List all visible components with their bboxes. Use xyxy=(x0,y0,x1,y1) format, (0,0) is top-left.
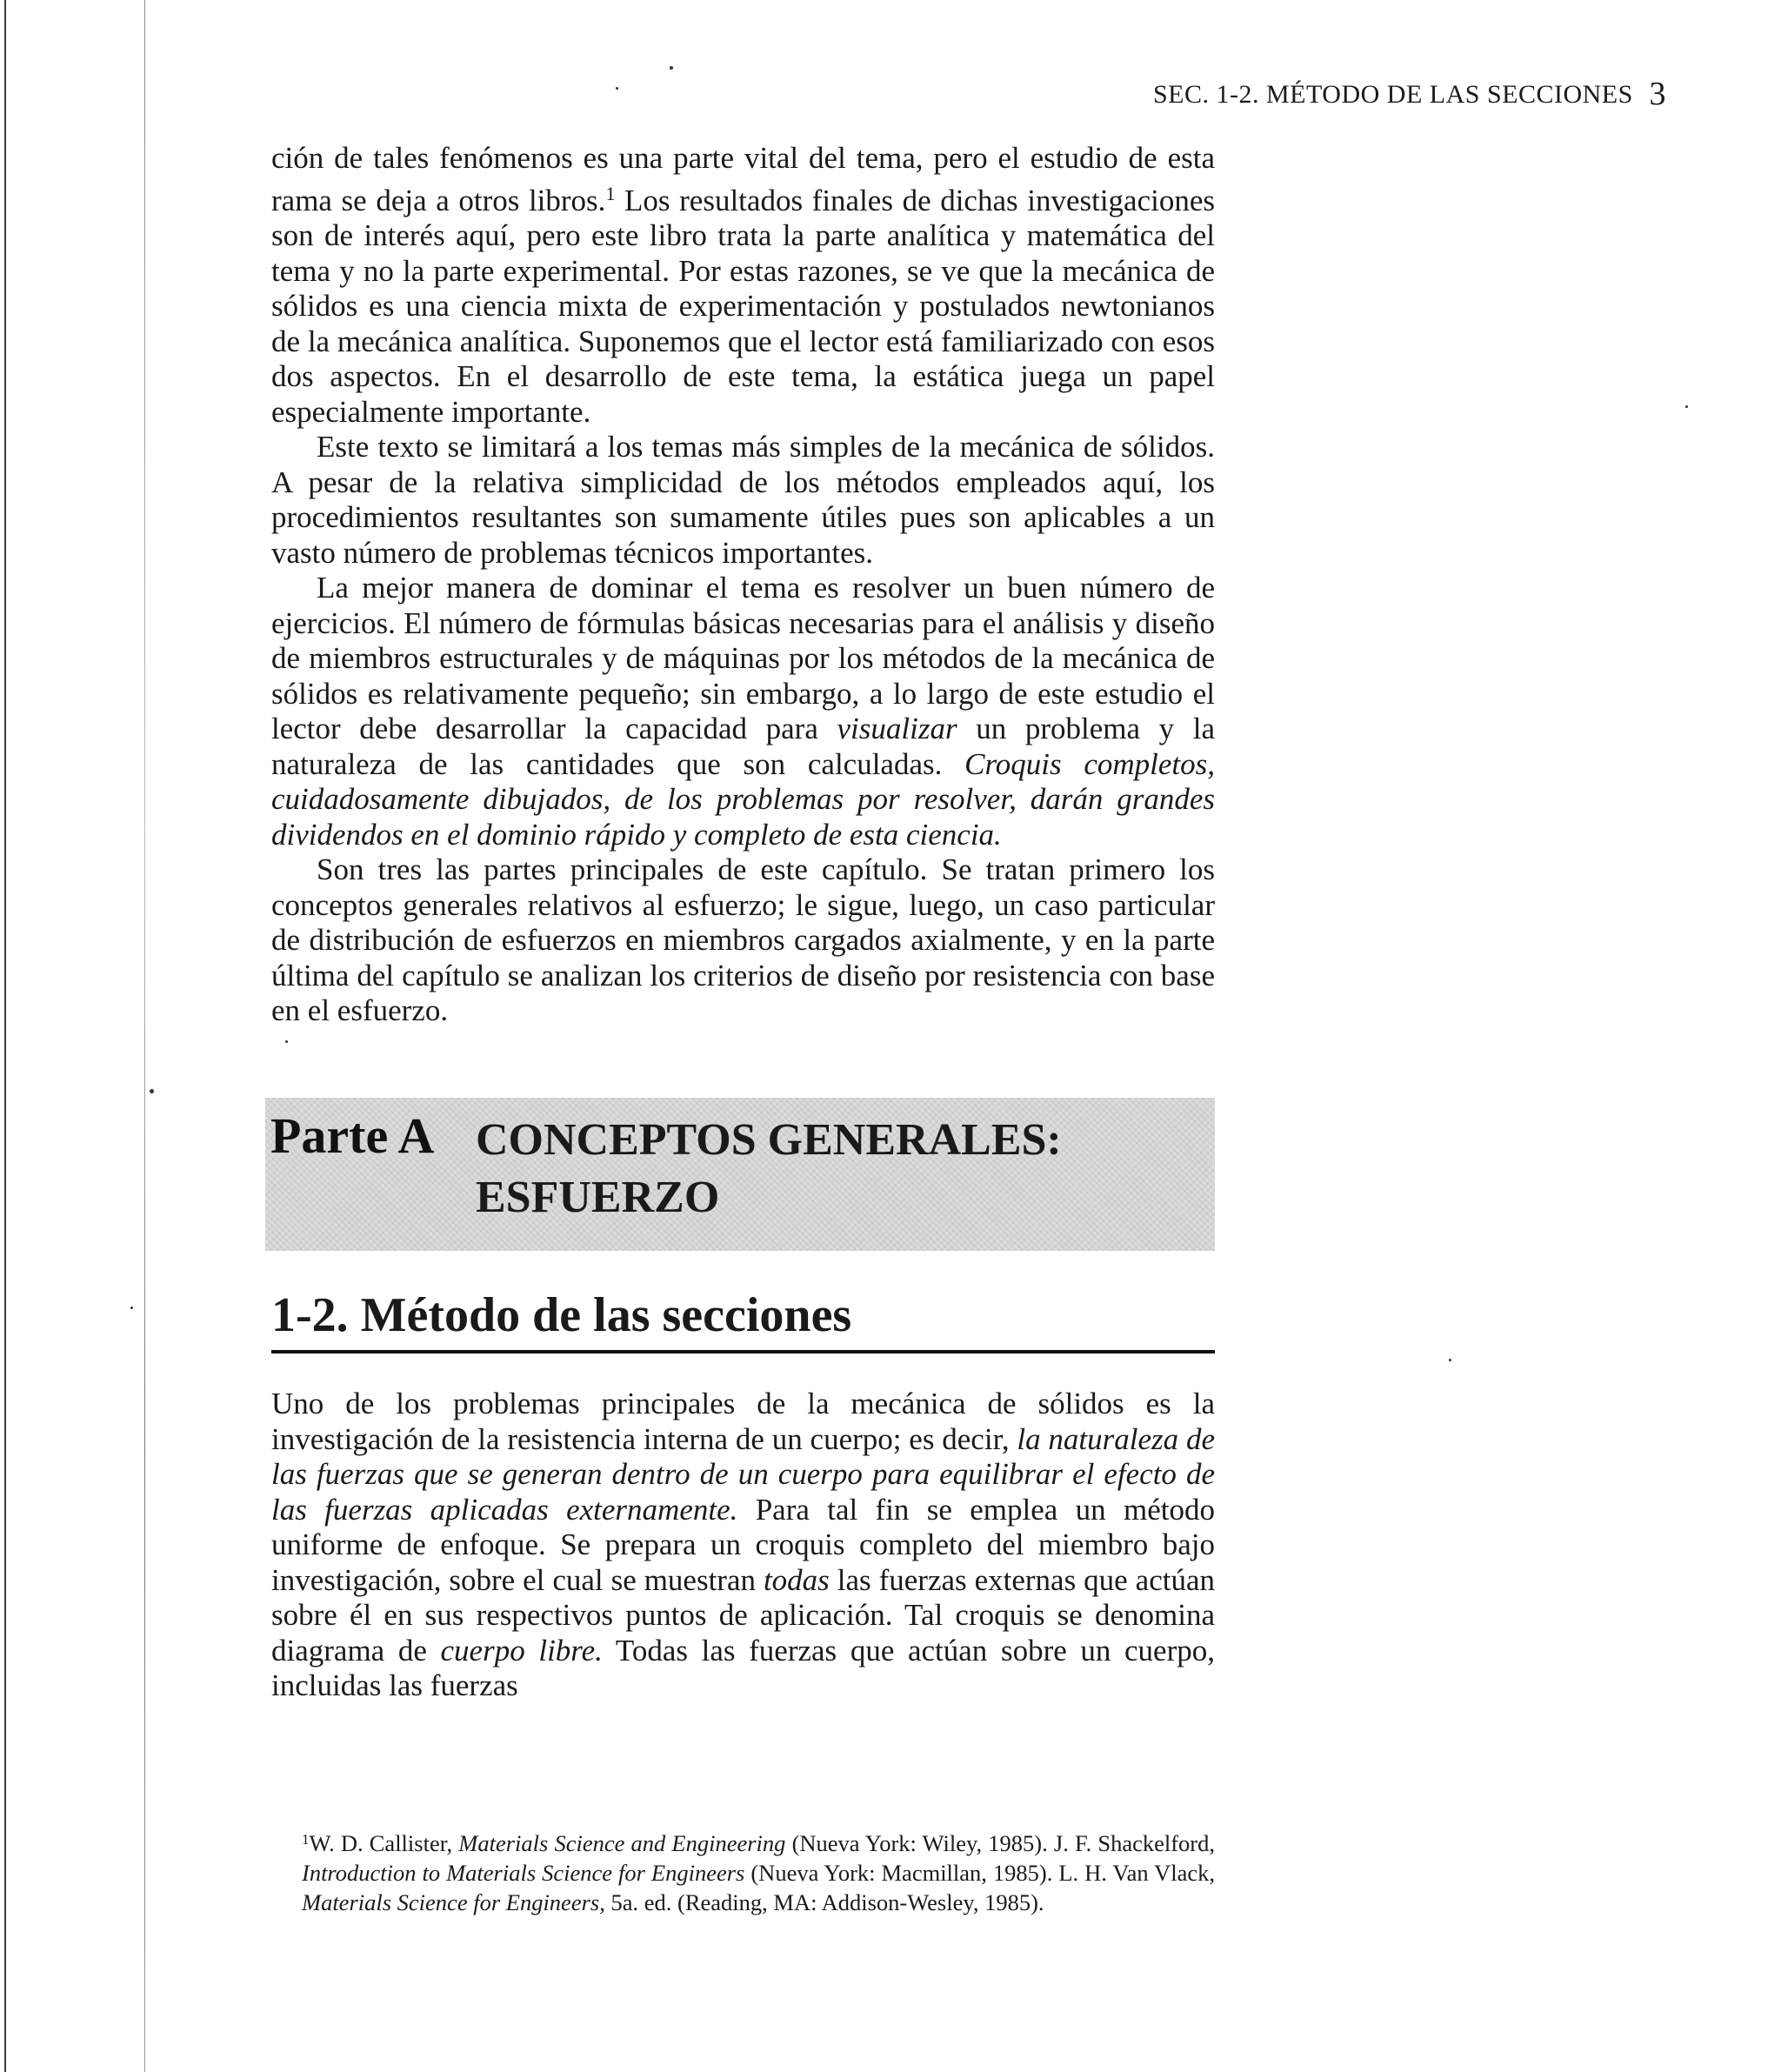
scan-speck xyxy=(1685,405,1688,408)
running-head xyxy=(1153,75,1666,113)
section-text xyxy=(271,1387,1215,1704)
footnote xyxy=(302,1825,1215,1917)
intro-text xyxy=(271,141,1215,1029)
paragraph: Uno de los problemas principales de la mecánica de sólidos es la investigación de la resistencia interna de un cuerpo; es decir, la naturaleza de las fuerzas que se generan dentro de un cuerpo para equilibrar el efecto de las fuerzas aplicadas externamente. Para tal fin se emplea un método uniforme de enfoque. Se prepara un croquis completo del miembro bajo investigación, sobre el cual se muestran todas las fuerzas externas que actúan sobre él en sus respectivos puntos de aplicación. Tal croquis se denomina diagrama de cuerpo libre. Todas las fuerzas que actúan sobre un cuerpo, incluidas las fuerzas xyxy=(271,1387,1216,1702)
part-banner xyxy=(265,1098,1215,1251)
part-title xyxy=(476,1112,1171,1226)
section-rule xyxy=(271,1350,1215,1353)
footnote-mark: 1 xyxy=(302,1831,310,1848)
paragraph: Son tres las partes principales de este capítulo. Se tratan primero los conceptos generales relativos al esfuerzo; le sigue, luego, un caso particular de distribución de esfuerzos en miembros cargados axialmente, y en la parte última del capítulo se analizan los criterios de diseño por resistencia con base en el esfuerzo. xyxy=(271,852,1215,1027)
paragraph: ción de tales fenómenos es una parte vital del tema, pero el estudio de esta rama se deja a otros libros.$^1$ Los resultados finales de dichas investigaciones son de interés aquí, pero este libro trata la parte analítica y matemática del tema y no la parte experimental. Por estas razones, se ve que la mecánica de sólidos es una ciencia mixta de experimentación y postulados newtonianos de la mecánica analítica. Suponemos que el lector está familiarizado con esos dos aspectos. En el desarrollo de este tema, la estática juega un papel especialmente importante. xyxy=(271,141,1216,429)
part-label: Parte A xyxy=(270,1107,435,1164)
scan-speck xyxy=(616,87,618,90)
scan-edge-line xyxy=(4,0,6,2072)
part-title-line: CONCEPTOS GENERALES: xyxy=(476,1115,1062,1165)
footnote-text: $^1$W. D. Callister, Materials Science and Engineering (Nueva York: Wiley, 1985). J. F. Shackelford, Introduction to Materials Science for Engineers (Nueva York: Macmillan, 1985). L. H. Van Vlack, Materials Science for Engineers, 5a. ed. (Reading, MA: Addison-Wesley, 1985). xyxy=(302,1830,1216,1915)
scan-binding-line xyxy=(144,0,145,2072)
scan-speck xyxy=(670,66,673,70)
paragraph: Este texto se limitará a los temas más simples de la mecánica de sólidos. A pesar de la relativa simplicidad de los métodos empleados aquí, los procedimientos resultantes son sumamente útiles pues son aplicables a un vasto número de problemas técnicos importantes. xyxy=(271,430,1215,570)
footnote-ref[interactable]: 1 xyxy=(605,182,616,204)
part-title-line: ESFUERZO xyxy=(476,1173,720,1222)
running-head-section: SEC. 1-2. MÉTODO DE LAS SECCIONES xyxy=(1153,80,1633,109)
section-heading: 1-2. Método de las secciones xyxy=(271,1288,852,1342)
scan-speck xyxy=(1449,1359,1451,1361)
scan-speck xyxy=(130,1307,133,1309)
page-number: 3 xyxy=(1649,76,1666,112)
paragraph: La mejor manera de dominar el tema es resolver un buen número de ejercicios. El número de fórmulas básicas necesarias para el análisis y diseño de miembros estructurales y de máquinas por los métodos de la mecánica de sólidos es relativamente pequeño; sin embargo, a lo largo de este estudio el lector debe desarrollar la capacidad para visualizar un problema y la naturaleza de las cantidades que son calculadas. Croquis completos, cuidadosamente dibujados, de los problemas por resolver, darán grandes dividendos en el dominio rápido y completo de esta ciencia. xyxy=(271,571,1215,852)
scan-speck xyxy=(150,1089,154,1093)
scan-speck xyxy=(285,1040,288,1043)
